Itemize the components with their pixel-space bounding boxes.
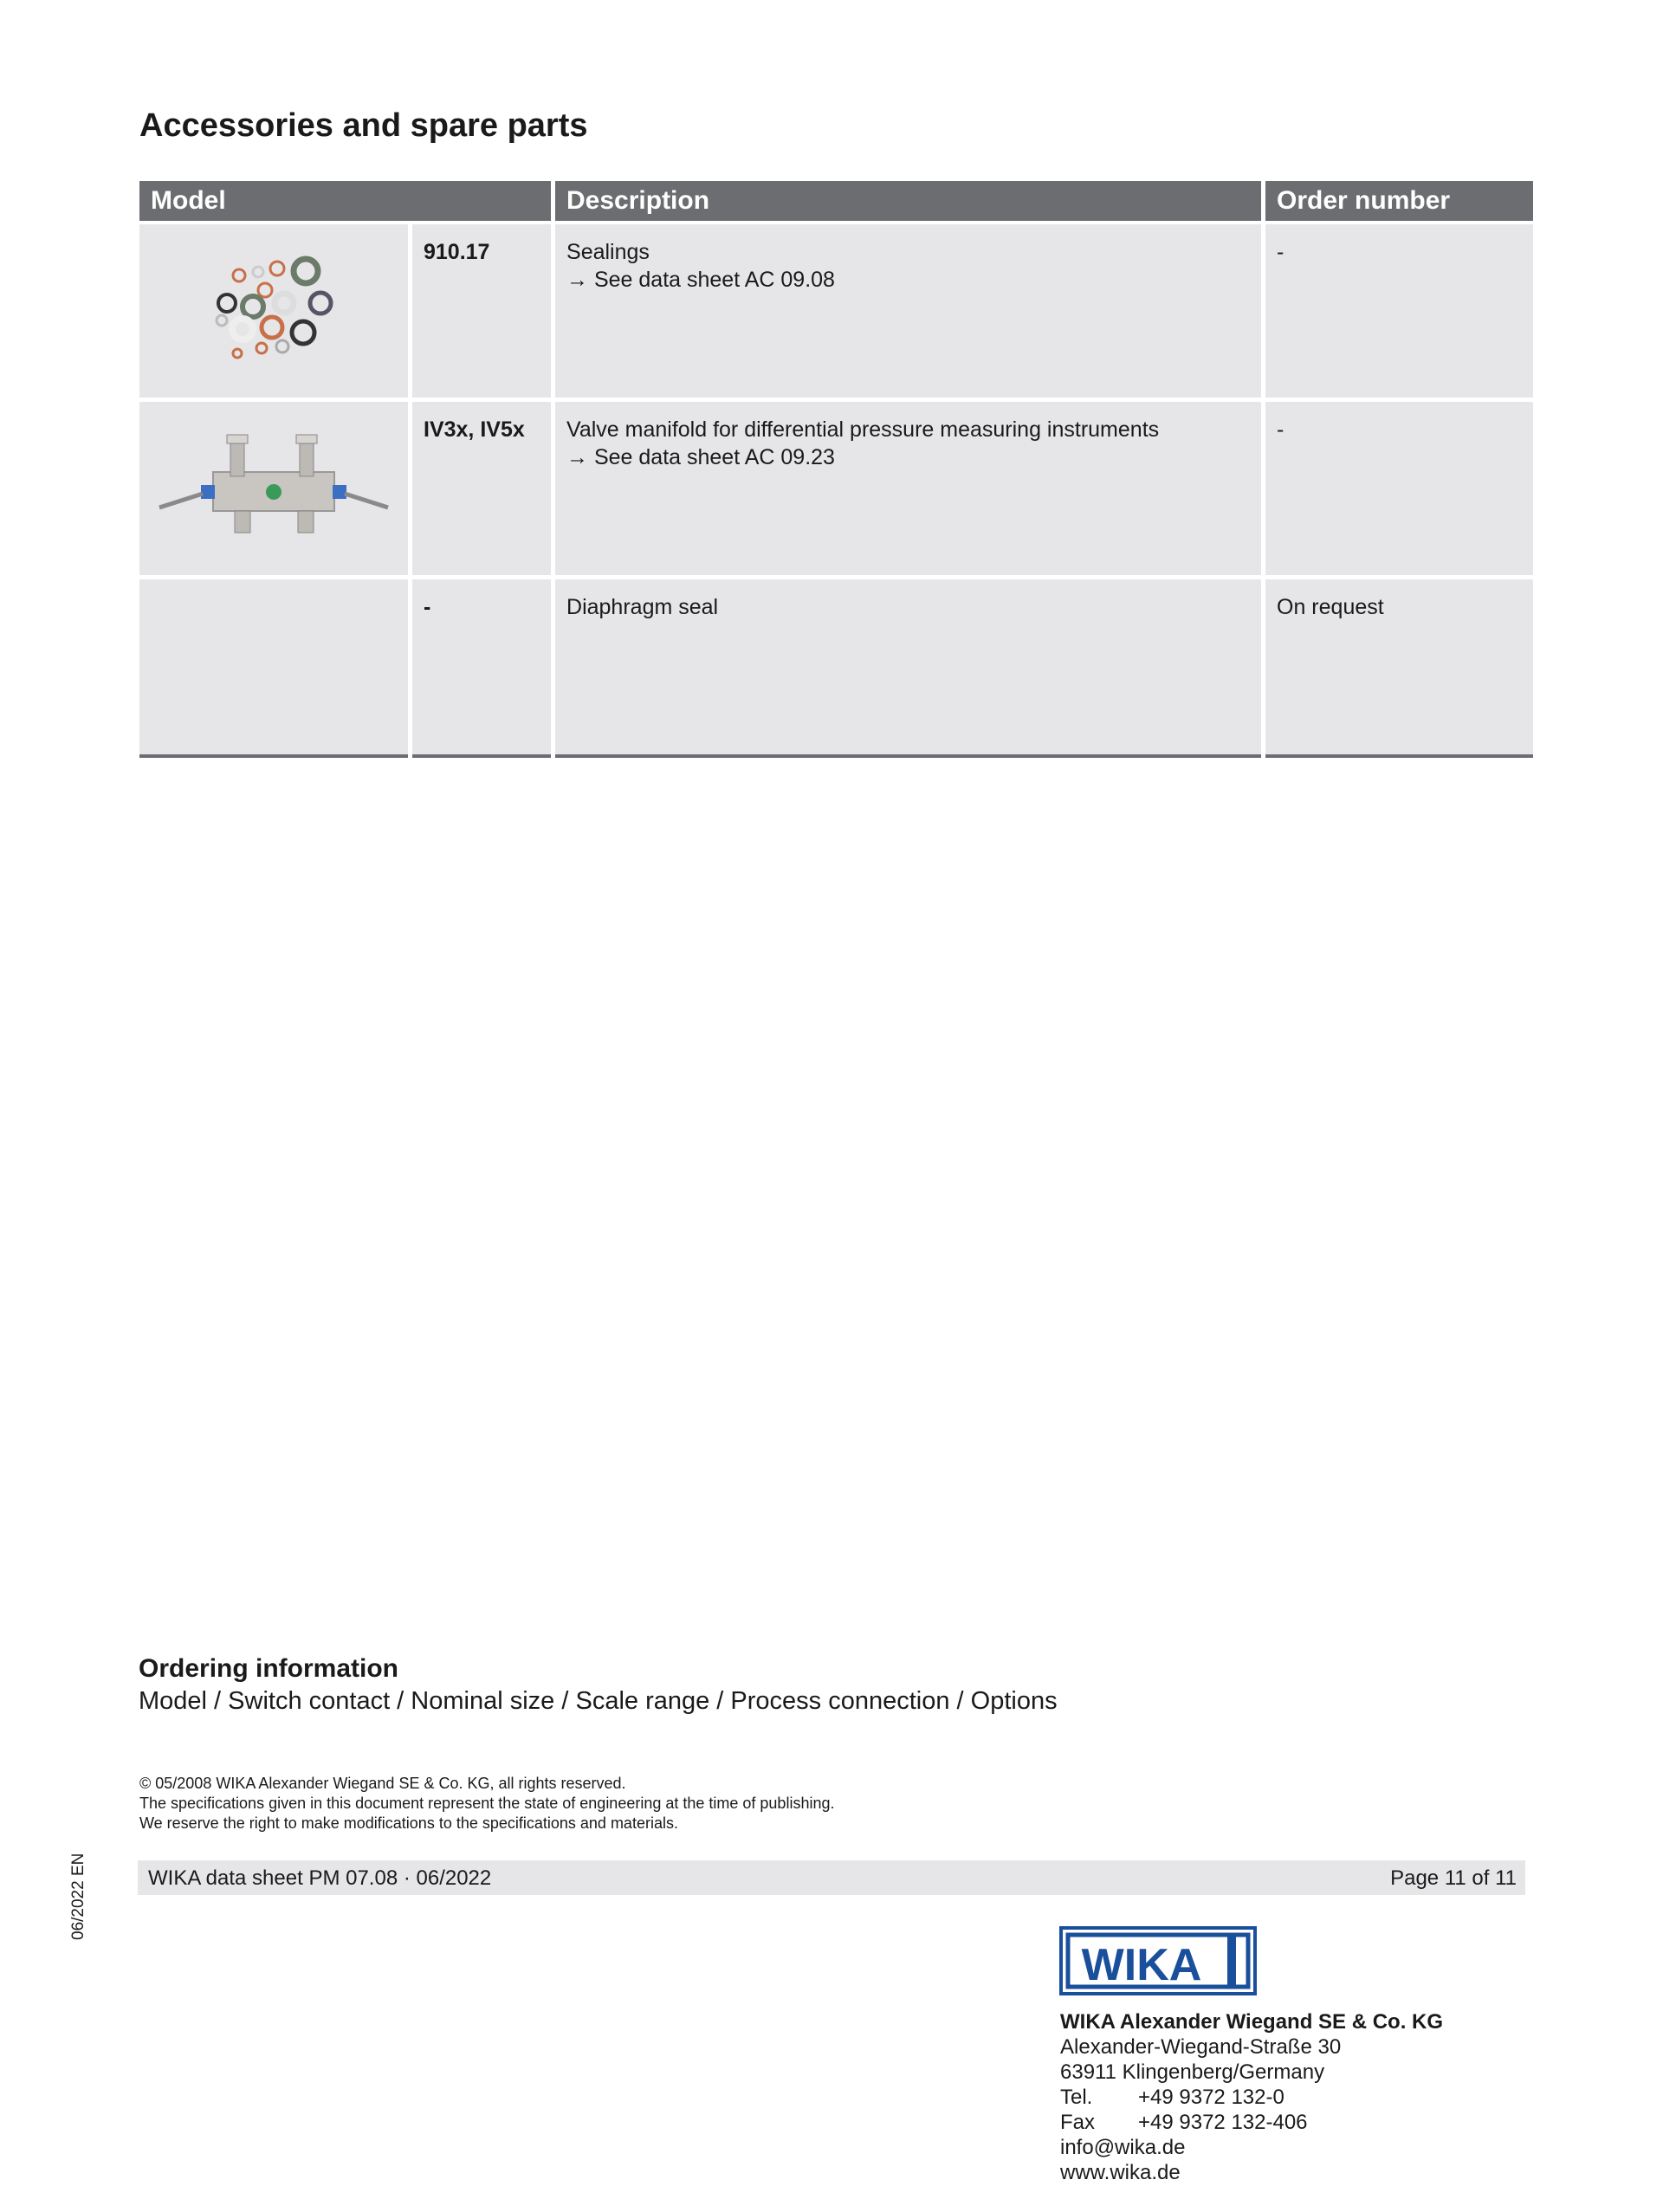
description-line: Valve manifold for differential pressure measuring instruments — [566, 417, 1160, 442]
header-description: Description — [555, 181, 1261, 224]
sealings-image-cell — [139, 224, 408, 402]
city: 63911 Klingenberg/Germany — [1060, 2060, 1325, 2084]
fax-label: Fax — [1060, 2111, 1096, 2134]
tel-number: +49 9372 132-0 — [1138, 2086, 1284, 2109]
fax — [1060, 2110, 1443, 2135]
model-cell: IV3x, IV5x — [412, 402, 551, 579]
page-heading: Accessories and spare parts — [139, 107, 588, 144]
table-row — [139, 224, 1533, 402]
fax-number: +49 9372 132-406 — [1138, 2111, 1308, 2134]
valve-manifold-image-cell — [139, 402, 408, 579]
table-row — [139, 579, 1533, 758]
footer-bar — [138, 1860, 1525, 1895]
copyright-notice — [139, 1774, 834, 1834]
email[interactable]: info@wika.de — [1060, 2136, 1186, 2159]
accessories-table — [135, 181, 1537, 758]
table-header-row — [139, 181, 1533, 224]
wika-logo — [1059, 1926, 1257, 1995]
modifications-note: We reserve the right to make modifications to the specifications and materials. — [139, 1814, 678, 1832]
page-number: Page 11 of 11 — [1390, 1866, 1517, 1890]
description-cell — [555, 224, 1261, 402]
side-edition-date: 06/2022 EN — [69, 1853, 87, 1940]
specifications-note: The specifications given in this document represent the state of engineering at the time of publishing. — [139, 1795, 835, 1812]
model-cell: 910.17 — [412, 224, 551, 402]
description-reference: → See data sheet AC 09.08 — [566, 268, 835, 292]
header-model: Model — [139, 181, 551, 224]
street: Alexander-Wiegand-Straße 30 — [1060, 2035, 1342, 2059]
description-cell — [555, 402, 1261, 579]
description-line: Sealings — [566, 240, 650, 264]
website[interactable]: www.wika.de — [1060, 2161, 1181, 2184]
copyright-line: © 05/2008 WIKA Alexander Wiegand SE & Co. KG, all rights reserved. — [139, 1775, 626, 1792]
description-reference: → See data sheet AC 09.23 — [566, 445, 835, 469]
description-cell — [555, 579, 1261, 758]
order-number-cell: - — [1265, 224, 1533, 402]
telephone — [1060, 2085, 1443, 2110]
ordering-info-title: Ordering information — [139, 1654, 398, 1683]
company-name: WIKA Alexander Wiegand SE & Co. KG — [1060, 2010, 1444, 2034]
order-number-cell: - — [1265, 402, 1533, 579]
description-line: Diaphragm seal — [566, 595, 719, 619]
ordering-info-text: Model / Switch contact / Nominal size / Scale range / Process connection / Options — [139, 1687, 1058, 1715]
tel-label: Tel. — [1060, 2086, 1093, 2109]
company-address — [1060, 2009, 1443, 2185]
datasheet-reference: WIKA data sheet PM 07.08 · 06/2022 — [148, 1866, 492, 1890]
empty-image-cell — [139, 579, 408, 758]
valve-manifold-image — [152, 424, 395, 546]
header-order-number: Order number — [1265, 181, 1533, 224]
table-row — [139, 402, 1533, 579]
logo-text: WIKA — [1081, 1940, 1202, 1990]
model-cell: - — [412, 579, 551, 758]
order-number-cell: On request — [1265, 579, 1533, 758]
sealings-image — [187, 243, 360, 372]
